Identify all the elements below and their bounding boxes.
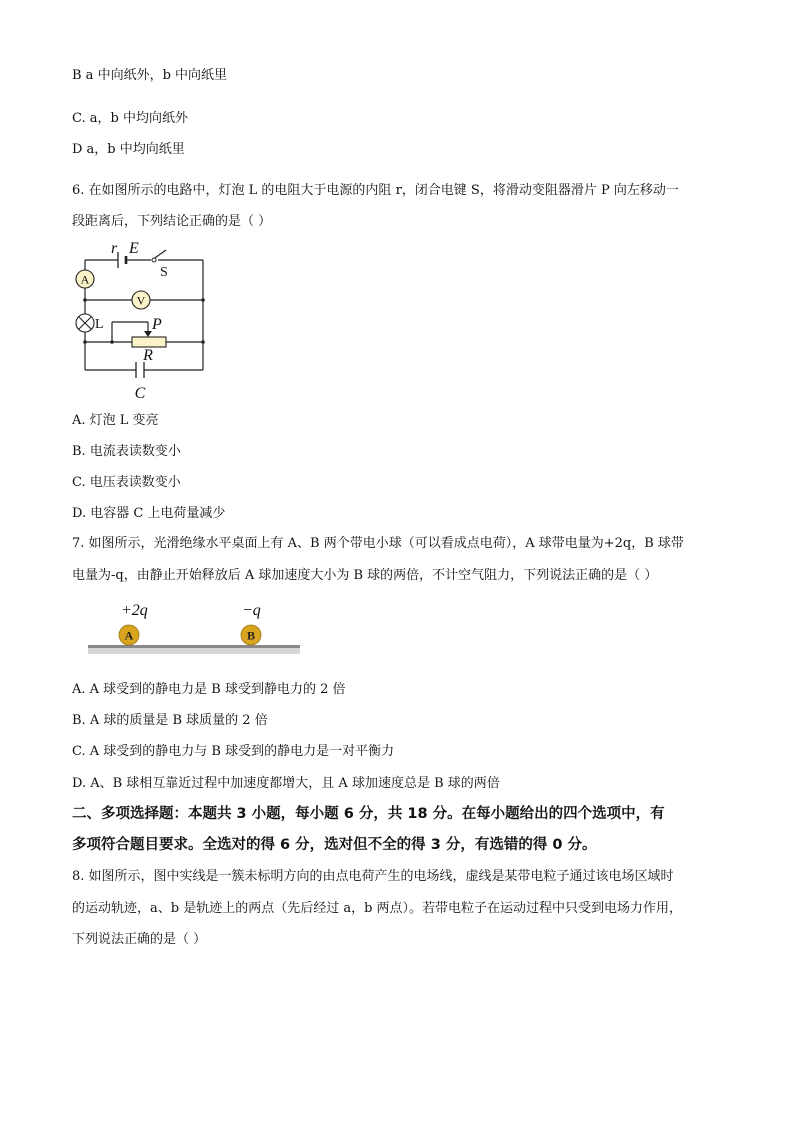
q8-stem-line2: 的运动轨迹，a、b 是轨迹上的两点（先后经过 a，b 两点）。若带电粒子在运动过程中只受到电场力作用， — [72, 901, 683, 916]
section2-heading-line2: 多项符合题目要求。全选对的得 6 分，选对但不全的得 3 分，有选错的得 0 分。 — [72, 837, 597, 853]
section2-heading-line1: 二、多项选择题：本题共 3 小题，每小题 6 分，共 18 分。在每小题给出的四个选项中，有 — [72, 806, 665, 822]
rheostat-icon — [132, 331, 166, 347]
capacitor-icon — [136, 362, 144, 378]
q7-option-a: A. A 球受到的静电力是 B 球受到静电力的 2 倍 — [72, 682, 346, 697]
q6-option-d: D. 电容器 C 上电荷量减少 — [72, 506, 226, 521]
q6-option-c: C. 电压表读数变小 — [72, 475, 181, 490]
label-C: C — [134, 385, 146, 402]
ball-a — [119, 625, 139, 645]
charge-b-label: −q — [242, 602, 261, 619]
label-r: r — [111, 240, 118, 257]
lamp-icon — [76, 314, 94, 332]
q7-stem-line1: 7. 如图所示，光滑绝缘水平桌面上有 A、B 两个带电小球（可以看成点电荷），A 球带电量为+2q，B 球带 — [72, 536, 684, 551]
label-L: L — [95, 317, 104, 332]
label-E: E — [129, 240, 139, 257]
q8-stem-line3: 下列说法正确的是（ ） — [72, 932, 207, 947]
q6-stem-line1: 6. 在如图所示的电路中，灯泡 L 的电阻大于电源的内阻 r，闭合电键 S，将滑动变阻器滑片 P 向左移动一 — [72, 183, 679, 198]
q5-option-c: C. a，b 中均向纸外 — [72, 111, 188, 126]
voltmeter-icon — [132, 291, 150, 309]
ball-b — [241, 625, 261, 645]
svg-text:V: V — [136, 293, 146, 308]
battery-icon — [118, 252, 126, 268]
label-P: P — [152, 316, 162, 333]
svg-text:B: B — [246, 628, 256, 643]
q7-option-d: D. A、B 球相互靠近过程中加速度都增大，且 A 球加速度总是 B 球的两倍 — [72, 776, 500, 791]
q8-stem-line1: 8. 如图所示，图中实线是一簇未标明方向的由点电荷产生的电场线，虚线是某带电粒子通过该电场区域时 — [72, 869, 674, 884]
ammeter-icon — [76, 270, 94, 288]
svg-text:A: A — [80, 272, 90, 287]
q6-circuit-diagram — [72, 238, 212, 404]
q7-option-b: B. A 球的质量是 B 球质量的 2 倍 — [72, 713, 268, 728]
table-surface — [88, 645, 300, 654]
svg-text:A: A — [124, 628, 134, 643]
label-S: S — [160, 265, 168, 280]
q5-option-b: B a 中向纸外，b 中向纸里 — [72, 68, 228, 83]
q6-option-b: B. 电流表读数变小 — [72, 444, 181, 459]
charge-a-label: +2q — [121, 602, 148, 619]
q6-stem-line2: 段距离后，下列结论正确的是（ ） — [72, 214, 272, 229]
q7-option-c: C. A 球受到的静电力与 B 球受到的静电力是一对平衡力 — [72, 744, 395, 759]
q7-figure — [86, 598, 302, 658]
q7-stem-line2: 电量为-q，由静止开始释放后 A 球加速度大小为 B 球的两倍，不计空气阻力，下列说法正确的是（ ） — [72, 568, 658, 583]
q5-option-d: D a，b 中均向纸里 — [72, 142, 185, 157]
label-R: R — [143, 347, 153, 364]
q6-option-a: A. 灯泡 L 变亮 — [72, 413, 159, 428]
